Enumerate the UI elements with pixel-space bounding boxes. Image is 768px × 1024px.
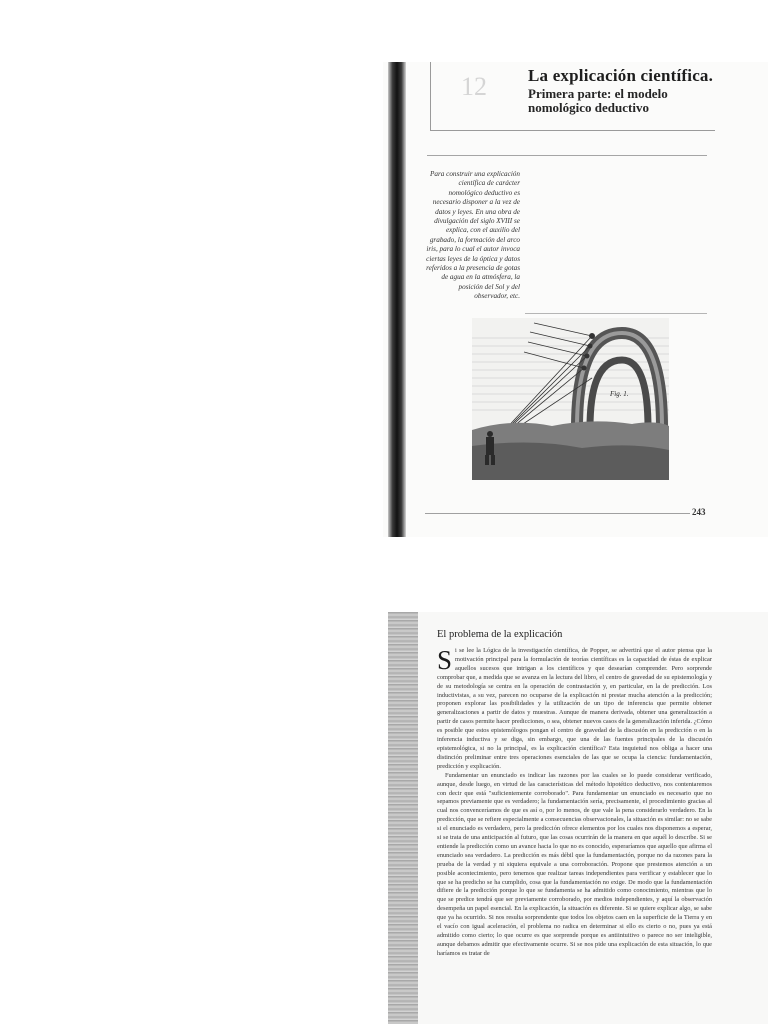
chapter-subtitle-line2: nomológico deductivo — [528, 100, 649, 115]
section-heading: El problema de la explicación — [437, 629, 563, 640]
header-divider — [427, 155, 707, 156]
chapter-subtitle — [528, 87, 728, 115]
chapter-number-watermark: 12 — [461, 72, 487, 101]
figure-top-rule — [525, 313, 707, 314]
paragraph-2: Fundamentar un enunciado es indicar las razones por las cuales se lo puede considerar verificado, aunque, desde luego, en virtud de las características del método hipotético deductivo, nos contentaremos con decir que está "suficientemente corroborado". Para fundamentar un enunciado es necesario que no sepamos previamente que es verdadero; la fundamentación sería, precisamente, el procedimiento gracias al cual nos convenceríamos de que es así o, por lo menos, de que vale la pena considerarlo verdadero. En la predicción, que se refiere especialmente a consecuencias observacionales, la situación es similar: no se sabe si el enunciado es verdadero, pero la predicción ofrece elementos por los cuales nos disponemos a esperar, si se trata de una anticipación al futuro, que las cosas ocurrirán de la manera en que aquél lo describe. Si se entiende la predicción como un avance hacia lo que no es conocido, esperaríamos que aquello que afirma el enunciado sea verdadero. La predicción es más débil que la fundamentación, porque no da razones para la prueba de la verdad y ni siquiera equivale a una corroboración. Propone que prestemos atención a un posible acontecimiento, pero tenemos que realizar tareas independientes para verificar y establecer que lo que se ha predicho se ha cumplido, cosa que la fundamentación no exige. De modo que la fundamentación difiere de la predicción porque lo que se fundamenta se ha admitido como conocimiento, mientras que lo que se predice tendrá que ser previamente corroborado, por medios independientes, y aquí la observación desempeña un papel esencial. En la explicación, la situación es diferente. Si se quiere explicar algo, se sabe que ya ha ocurrido. Si nos resulta sorprendente que todos los objetos caen en la superficie de la Tierra y en el vacío con igual aceleración, el problema no radica en determinar si ello es cierto o no, pues ya está admitido como cierto; lo que ocurre es que sorprende porque es antiintuitivo o parece no ser inteligible, aunque debamos admitir que efectivamente ocurre. Si se nos pide una explicación de esta situación, lo que haríamos es tratar de — [437, 771, 712, 957]
bottom-page-spine — [388, 612, 418, 1024]
paragraph-1-text: i se lee la Lógica de la investigación científica, de Popper, se advertirá que el autor piensa que la motivación principal para la formulación de teorías científicas es la capacidad de éstas de explicar aquellos sucesos que intrigan a los científicos y que desearían comprender. Pero sorprende comprobar que, a medida que se avanza en la lectura del libro, el centro de gravedad de su epistemología y de su metodología se centra en la operación de contrastación y, en particular, en la de predicción. Los inductivistas, a su vez, parecen no ocuparse de la explicación ni prestar mucha atención a la predicción; proponen explorar las posibilidades y la utilización de un tipo de inferencia que permite obtener generalizaciones a partir de datos y muestras. Aunque de manera derivada, obtener una generalización a partir de casos permite hacer predicciones, o sea, obtener nuevos casos de la generalización inferida. ¿Cómo es posible que estos epistemólogos pongan el centro de gravedad de la discusión en la predicción o en la inferencia inductiva y se diga, sin embargo, que una de las fuentes principales de la discusión epistemológica, si no la principal, es la explicación científica? Esta inquietud nos obliga a hacer una distinción preliminar entre tres operaciones esenciales de las que se ocupa la ciencia: fundamentación, predicción y explicación. — [437, 647, 712, 770]
figure-label: Fig. 1. — [610, 390, 629, 398]
body-text — [437, 647, 712, 1024]
chapter-subtitle-line1: Primera parte: el modelo — [528, 86, 668, 101]
drop-cap: S — [437, 647, 453, 675]
footer-rule — [425, 513, 690, 514]
rainbow-engraving — [472, 318, 669, 480]
page-number: 243 — [692, 507, 706, 517]
figure-caption: Para construir una explicación científica de carácter nomológico deductivo es necesario disponer a la vez de datos y leyes. En una obra de divulgación del siglo XVIII se explica, con el auxilio del grabado, la formación del arco iris, para lo cual el autor invoca ciertas leyes de la óptica y datos referidos a la presencia de gotas de agua en la atmósfera, la posición del Sol y del observador, etc. — [426, 170, 520, 301]
paragraph-1 — [437, 647, 712, 772]
chapter-title: La explicación científica. — [528, 66, 714, 85]
top-page-spine — [388, 62, 406, 537]
